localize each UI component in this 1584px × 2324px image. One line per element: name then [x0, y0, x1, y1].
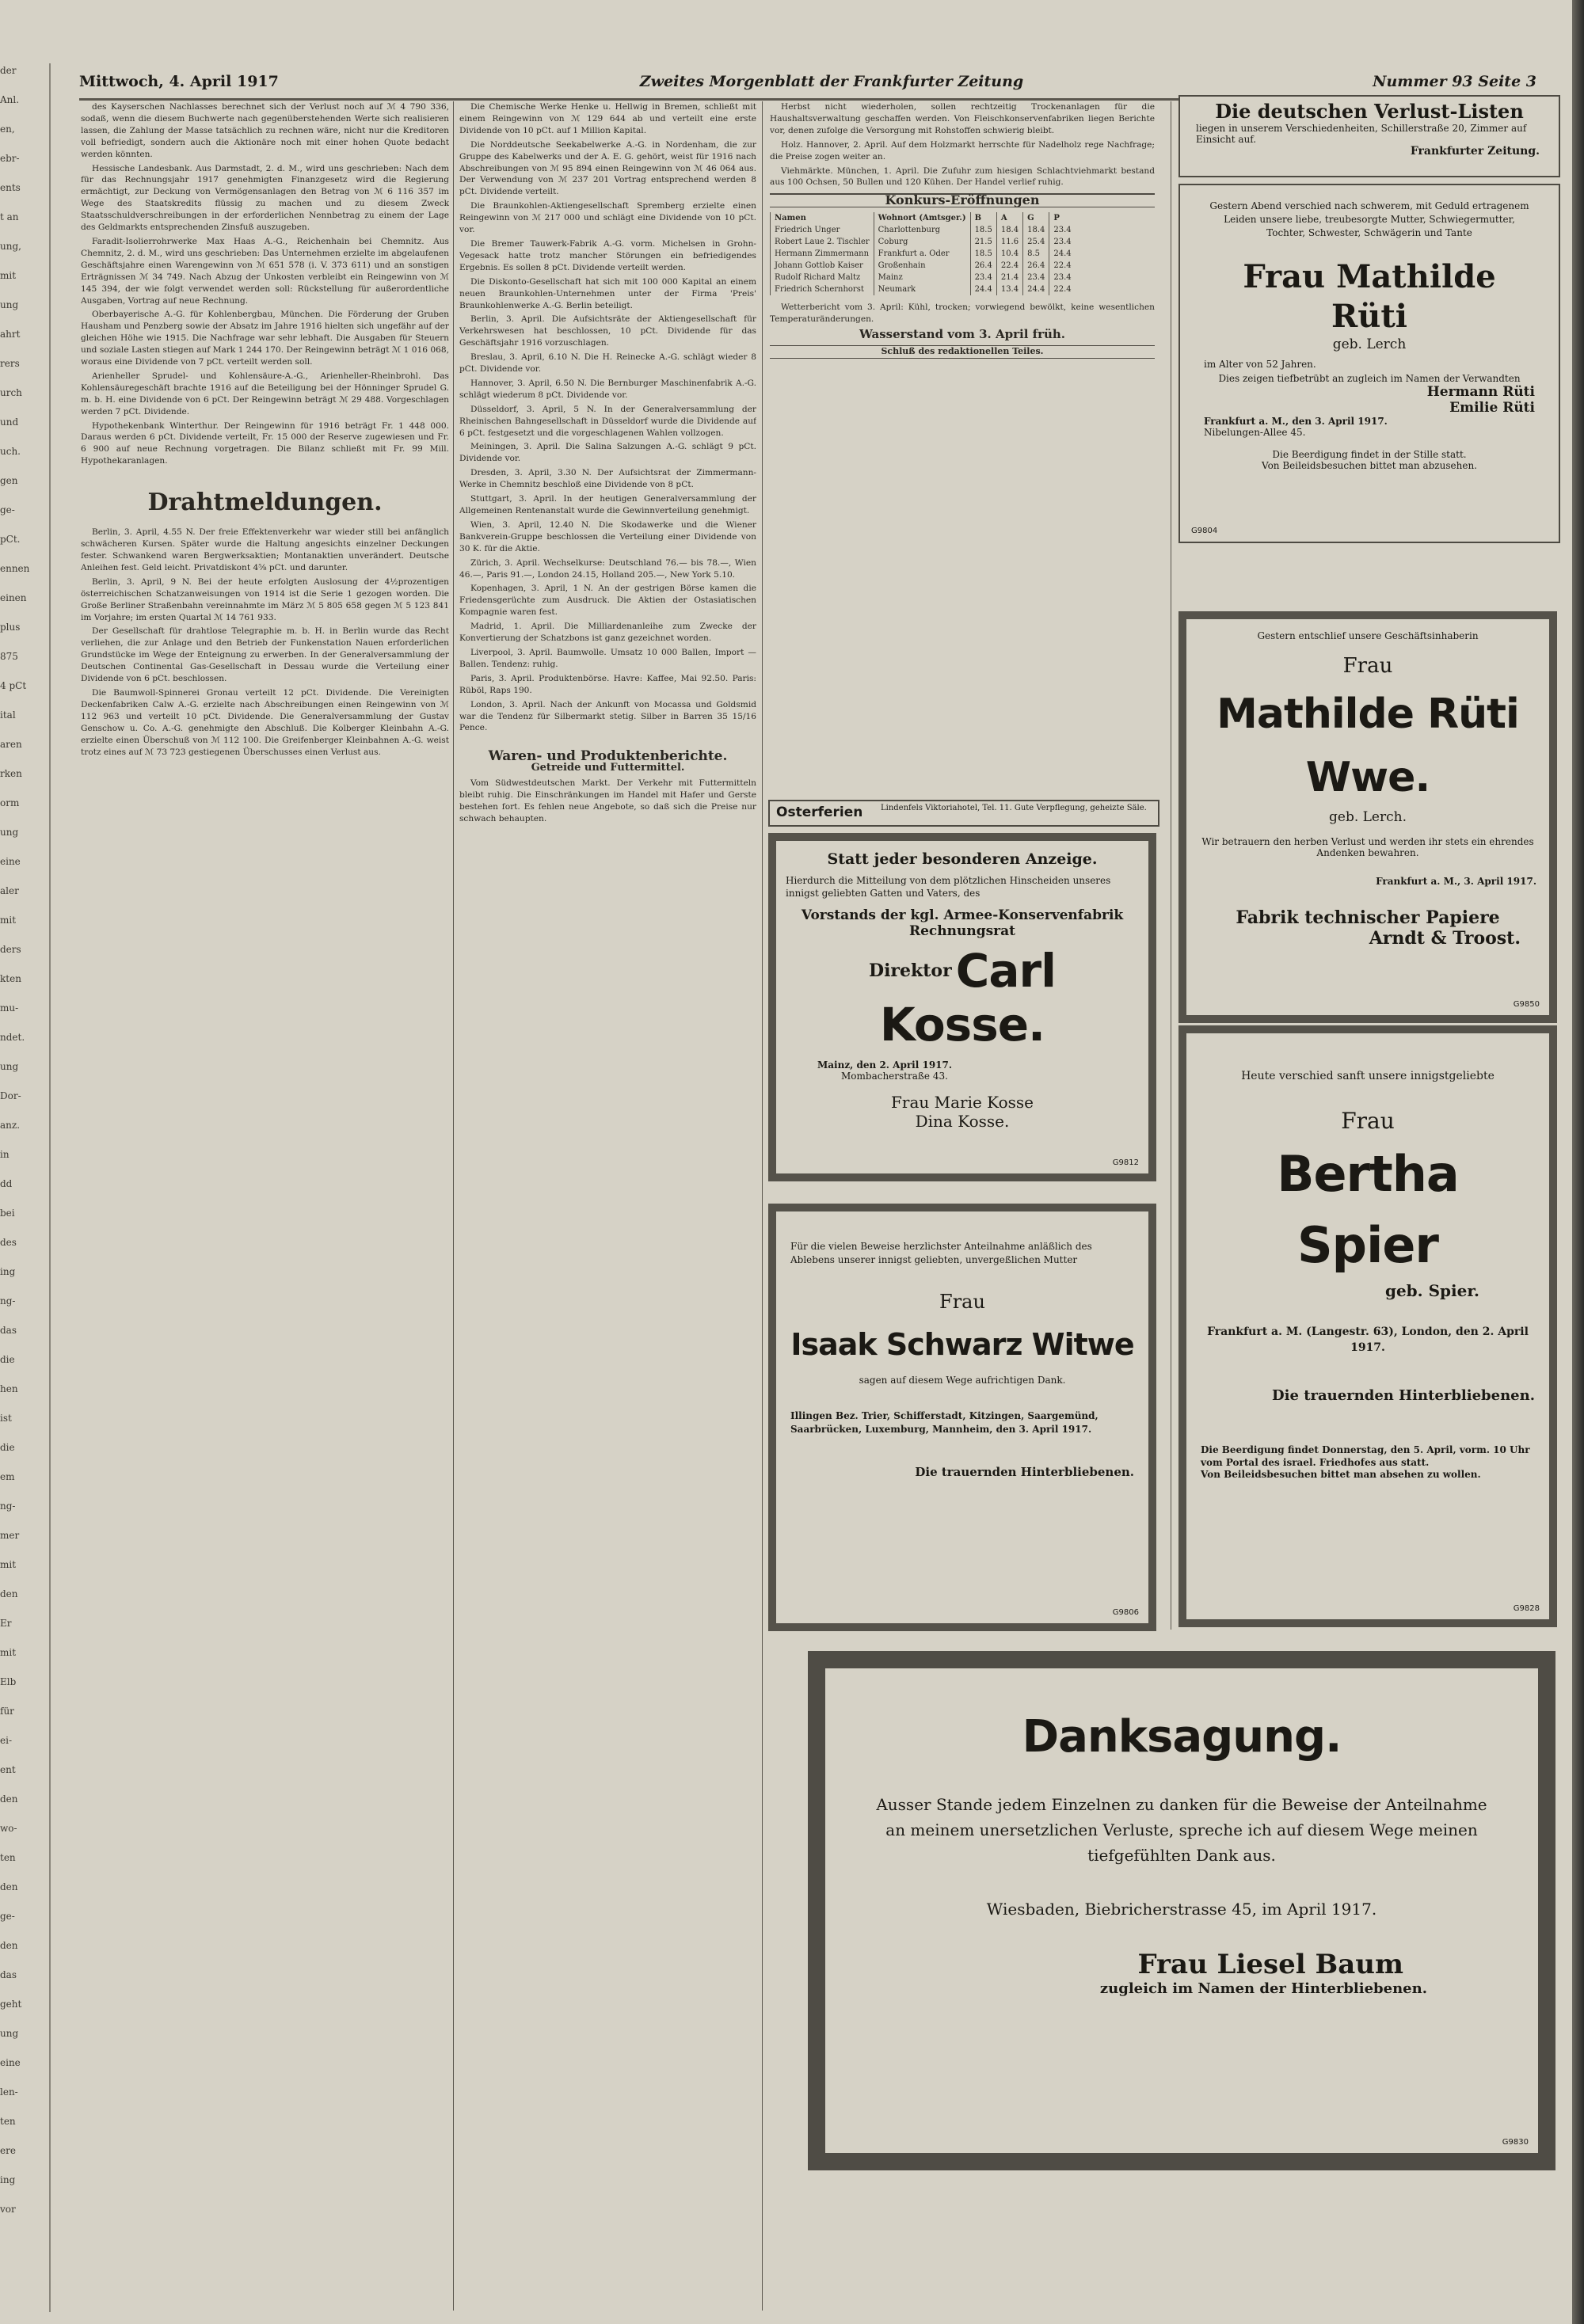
strip-fragment: ung [0, 1061, 19, 1072]
table-cell: Charlottenburg [874, 224, 970, 236]
header-number: Nummer 93 Seite 3 [1373, 73, 1536, 90]
table-cell: A [996, 212, 1022, 224]
article-paragraph: Berlin, 3. April, 9 N. Bei der heute erfolgten Auslosung der 4½prozentigen österreichischen Schatzanweisungen von 1914 ist die Serie 1 gezogen worden. Die Große Berliner Straßenbahn vereinnahmte im März ℳ 5 805 658 gegen ℳ 5 123 841 im Vorjahre; im ersten Quartal ℳ 14 761 933. [81, 576, 449, 622]
table-cell: 23.4 [1049, 272, 1076, 283]
article-paragraph: Der Gesellschaft für drahtlose Telegraphie m. b. H. in Berlin wurde das Recht verliehen, die zur Anlage und den Betrieb der Funkenstation Nauen erforderlichen Grundstücke im Wege der Enteignung zu erwerben. In der Generalversammlung der Deutschen Continental Gas-Gesellschaft in Dessau wurde die Verteilung einer Dividende von 6 pCt. beschlossen. [81, 626, 449, 684]
danksagung-name: Frau Liesel Baum [1137, 1949, 1403, 1980]
table-cell: P [1049, 212, 1076, 224]
strip-fragment: geht [0, 1999, 22, 2010]
table-cell: 8.5 [1023, 248, 1049, 260]
article-paragraph: Oberbayerische A.-G. für Kohlenbergbau, München. Die Förderung der Gruben Hausham und Penzberg sowie der Absatz im Jahre 1916 hielten sich ungefähr auf der gleichen Höhe wie 1915. Die Nachfrage war sehr lebhaft. Die Ausgaben für Steuern und soziale Lasten stiegen auf Mark 1 244 170. Der Reingewinn beträgt ℳ 1 016 068, woraus eine Dividende von 7 pCt. verteilt werden soll. [81, 310, 449, 367]
strip-fragment: Er [0, 1618, 12, 1629]
table-cell: Großenhain [874, 260, 970, 272]
table-row [771, 283, 1076, 295]
notice-office: Vorstands der kgl. Armee-Konservenfabrik [801, 907, 1124, 923]
strip-fragment: uch. [0, 446, 21, 457]
table-cell: Neumark [874, 283, 970, 295]
article-paragraph: Berlin, 3. April. Die Aufsichtsräte der Aktiengesellschaft für Verkehrswesen hat beschlossen, 10 pCt. Dividende für das Geschäftsjahr 1916 vorzuschlagen. [459, 314, 756, 348]
table-cell: 18.4 [996, 224, 1022, 236]
notice-mourners: Die trauernden Hinterbliebenen. [915, 1465, 1134, 1479]
table-cell: 25.4 [1023, 236, 1049, 248]
notice-thanks: sagen auf diesem Wege aufrichtigen Dank. [859, 1375, 1066, 1386]
table-cell: Rudolf Richard Maltz [771, 272, 874, 283]
strip-fragment: ents [0, 182, 21, 193]
deceased-name: Carl Kosse. [879, 944, 1056, 1052]
strip-fragment: bei [0, 1208, 15, 1219]
article-paragraph: Breslau, 3. April, 6.10 N. Die H. Reinecke A.-G. schlägt wieder 8 pCt. Dividende vor. [459, 352, 756, 375]
notice-geb: geb. Spier. [1384, 1281, 1479, 1300]
notice-intro: Hierdurch die Mitteilung von dem plötzlichen Hinscheiden unseres innigst geliebten Gatten und Vaters, des [786, 875, 1111, 899]
notice-intro: Heute verschied sanft unsere innigstgeliebte [1241, 1070, 1495, 1082]
notice-geb: geb. Lerch [1332, 337, 1407, 352]
death-notice-kosse [768, 833, 1156, 1181]
article-paragraph: Meiningen, 3. April. Die Salina Salzungen A.-G. schlägt 9 pCt. Dividende vor. [459, 442, 756, 464]
notice-title: Statt jeder besonderen Anzeige. [827, 850, 1098, 868]
death-notice-ruti-wwe [1178, 611, 1557, 1023]
article-paragraph: Zürich, 3. April. Wechselkurse: Deutschland 76.— bis 78.—, Wien 46.—, Paris 91.—, London 24.15, Holland 205.—, New York 5.10. [459, 557, 756, 580]
strip-fragment: Anl. [0, 94, 20, 105]
table-cell: 23.4 [1049, 236, 1076, 248]
article-paragraph: Hannover, 3. April, 6.50 N. Die Bernburger Maschinenfabrik A.-G. schlägt wiederum 8 pCt. Dividende vor. [459, 378, 756, 400]
strip-fragment: das [0, 1969, 17, 1980]
strip-fragment: mit [0, 915, 17, 926]
strip-fragment: mit [0, 1647, 17, 1658]
section-heading-waren: Waren- und Produktenberichte. [488, 748, 728, 765]
strip-fragment: einen [0, 592, 27, 603]
strip-fragment: t an [0, 211, 19, 223]
article-paragraph: Die Chemische Werke Henke u. Hellwig in Bremen, schließt mit einem Reingewinn von ℳ 129 644 ab und verteilt eine erste Dividende von 10 pCt. auf 1 Million Kapital. [459, 102, 756, 135]
table-cell: Robert Laue 2. Tischler [771, 236, 874, 248]
notice-place: Mainz, den 2. April 1917. [817, 1059, 953, 1071]
article-paragraph: Herbst nicht wiederholen, sollen rechtzeitig Trockenanlagen für die Haushaltsverwaltung geschaffen werden. Von Fleischkonservenfabriken liegen Berichte vor, denen zufolge die Versorgung mit Rohstoffen schwierig bleibt. [770, 102, 1155, 135]
table-cell: 10.4 [996, 248, 1022, 260]
danksagung-place: Wiesbaden, Biebricherstrasse 45, im April 1917. [986, 1900, 1377, 1919]
table-cell: 26.4 [970, 260, 996, 272]
article-paragraph: Liverpool, 3. April. Baumwolle. Umsatz 10 000 Ballen, Import — Ballen. Tendenz: ruhig. [459, 647, 756, 669]
strip-fragment: em [0, 1471, 15, 1482]
table-cell: 24.4 [1023, 283, 1049, 295]
verlust-title: Die deutschen Verlust-Listen [1215, 100, 1524, 123]
notice-place: Frankfurt a. M. (Langestr. 63), London, den 2. April 1917. [1207, 1326, 1529, 1354]
notice-mourners-intro: Dies zeigen tiefbetrübt an zugleich im Namen der Verwandten [1218, 373, 1521, 384]
column-divider [453, 101, 454, 2311]
table-cell: 22.4 [1049, 283, 1076, 295]
deceased-name: Mathilde Rüti [1331, 258, 1496, 335]
table-cell: 11.6 [996, 236, 1022, 248]
strip-fragment: die [0, 1354, 15, 1365]
verlust-source: Frankfurter Zeitung. [1410, 145, 1540, 158]
strip-fragment: das [0, 1325, 17, 1336]
article-paragraph: Die Bremer Tauwerk-Fabrik A.-G. vorm. Michelsen in Grohn-Vegesack hatte trotz mancher Störungen ein befriedigendes Ergebnis. Es sollen 8 pCt. Dividende verteilt werden. [459, 238, 756, 272]
article-paragraph: Dresden, 3. April, 3.30 N. Der Aufsichtsrat der Zimmermann-Werke in Chemnitz beschloß eine Dividende von 8 pCt. [459, 468, 756, 490]
strip-fragment: ing [0, 1266, 16, 1277]
strip-fragment: aler [0, 885, 19, 896]
strip-fragment: ge- [0, 504, 15, 515]
strip-fragment: urch [0, 387, 22, 398]
notice-place: Frankfurt a. M., 3. April 1917. [1376, 876, 1536, 887]
table-cell: 23.4 [1023, 272, 1049, 283]
notice-intro: Für die vielen Beweise herzlichster Anteilnahme anläßlich des Ablebens unserer innigst geliebten, unvergeßlichen Mutter [790, 1241, 1092, 1265]
table-row [771, 260, 1076, 272]
strip-fragment: Elb [0, 1676, 17, 1687]
strip-fragment: 875 [0, 651, 18, 662]
strip-fragment: rers [0, 358, 20, 369]
article-paragraph: des Kayserschen Nachlasses berechnet sich der Verlust noch auf ℳ 4 790 336, sodaß, wenn die diesem Buchwerte nach gegenüberstehenden Werte sich realisieren lassen, die Zahlung der Masse tatsächlich zu rechnen wäre, nicht nur die Kreditoren voll befriedigt, sondern auch die Aktionäre noch mit einer hohen Quote bedacht werden könnten. [81, 102, 449, 159]
strip-fragment: des [0, 1237, 17, 1248]
mourner-name: Emilie Rüti [1449, 400, 1535, 416]
table-cell: 23.4 [970, 272, 996, 283]
strip-fragment: anz. [0, 1120, 21, 1131]
strip-fragment: hen [0, 1383, 18, 1394]
column-1 [81, 101, 449, 2303]
article-paragraph: Arienheller Sprudel- und Kohlensäure-A.-G., Arienheller-Rheinbrohl. Das Kohlensäuregeschäft brachte 1916 auf die Beteiligung bei der Hönninger Sprudel G. m. b. H. eine Dividende von 6 pCt. Der Reingewinn beträgt ℳ 29 488. Vorgeschlagen werden 7 pCt. Dividende. [81, 371, 449, 416]
strip-fragment: den [0, 1588, 18, 1599]
deceased-name: Mathilde Rüti Wwe. [1217, 690, 1519, 801]
ad-reference: G9806 [1112, 1608, 1139, 1617]
table-cell: 13.4 [996, 283, 1022, 295]
notice-street: Mombacherstraße 43. [841, 1071, 948, 1082]
strip-fragment: ge- [0, 1911, 15, 1922]
article-paragraph: Madrid, 1. April. Die Milliardenanleihe zum Zwecke der Konvertierung der Schatzbons ist ganz gezeichnet worden. [459, 622, 756, 644]
strip-fragment: 4 pCt [0, 680, 27, 691]
strip-fragment: mit [0, 270, 17, 281]
article-paragraph: Die Baumwoll-Spinnerei Gronau verteilt 12 pCt. Dividende. Die Vereinigten Deckenfabriken Calw A.-G. erzielte nach Abschreibungen einen Reingewinn von ℳ 112 963 und verteilt 10 pCt. Dividende. Die Generalversammlung der Gustav Genschow u. Co. A.-G. genehmigte den Abschluß. Die Kolberger Kleinbahn A.-G. erzielte einen Überschuß von ℳ 112 100. Die Greifenberger Kleinbahnen A.-G. weist trotz eines auf ℳ 73 723 gestiegenen Überschusses einen Verlust aus. [81, 687, 449, 757]
verlust-listen-ad [1178, 95, 1560, 177]
strip-fragment: pCt. [0, 534, 21, 545]
notice-text: Wir betrauern den herben Verlust und werden ihr stets ein ehrendes Andenken bewahren. [1201, 836, 1534, 858]
ad-reference: G9804 [1191, 527, 1218, 535]
strip-fragment: ung, [0, 241, 21, 252]
strip-fragment: ebr- [0, 153, 20, 164]
notice-place: Frankfurt a. M., den 3. April 1917. [1204, 416, 1388, 427]
death-notice-spier [1178, 1025, 1557, 1627]
strip-fragment: gen [0, 475, 18, 486]
table-row [771, 248, 1076, 260]
mourner-name: Dina Kosse. [915, 1112, 1010, 1131]
strip-fragment: ng- [0, 1295, 16, 1307]
strip-fragment: ng- [0, 1501, 16, 1512]
osterferien-text: Lindenfels Viktoriahotel, Tel. 11. Gute Verpflegung, geheizte Säle. [881, 804, 1147, 812]
article-paragraph: Faradit-Isolierrohrwerke Max Haas A.-G., Reichenhain bei Chemnitz. Aus Chemnitz, 2. d. M., wird uns geschrieben: Das Unternehmen erzielte im abgelaufenen Geschäftsjahre einen Warengewinn von ℳ 651 578 (i. V. 373 611) und an sonstigen Erträgnissen ℳ 34 749. Nach Abzug der Unkosten verbleibt ein Reingewinn von ℳ 145 394, der wie folgt verwendet werden soll: Rückstellung für außerordentliche Ausgaben, Vortrag auf neue Rechnung. [81, 236, 449, 306]
article-paragraph: Hypothekenbank Winterthur. Der Reingewinn für 1916 beträgt Fr. 1 448 000. Daraus werden 6 pCt. Dividende verteilt, Fr. 15 000 der Reserve zugewiesen und Fr. 6 900 auf neue Rechnung vorgetragen. Die Bilanz schließt mit Fr. 99 Mill. Hypothekaranlagen. [81, 420, 449, 466]
strip-fragment: ten [0, 1852, 16, 1863]
table-cell: Wohnort (Amtsger.) [874, 212, 970, 224]
strip-fragment: den [0, 1940, 18, 1951]
deceased-name: Bertha Spier [1277, 1145, 1459, 1274]
table-cell: 21.5 [970, 236, 996, 248]
section-subheading: Getreide und Futtermittel. [531, 762, 685, 774]
table-cell: 18.5 [970, 224, 996, 236]
table-cell: Coburg [874, 236, 970, 248]
danksagung-sub: zugleich im Namen der Hinterbliebenen. [1099, 1980, 1427, 1997]
table-cell: Johann Gottlob Kaiser [771, 260, 874, 272]
danksagung-text: Ausser Stande jedem Einzelnen zu danken für die Beweise der Anteilnahme an meinem unersetzlichen Verluste, spreche ich auf diesem Wege meinen tiefgefühlten Dank aus. [876, 1795, 1487, 1865]
article-paragraph: Holz. Hannover, 2. April. Auf dem Holzmarkt herrschte für Nadelholz rege Nachfrage; die Preise zogen weiter an. [770, 139, 1155, 162]
wasserstand-heading: Wasserstand vom 3. April früh. [859, 327, 1066, 342]
strip-fragment: ital [0, 709, 16, 721]
strip-fragment: ndet. [0, 1032, 25, 1043]
strip-fragment: len- [0, 2086, 18, 2098]
table-row [771, 224, 1076, 236]
article-paragraph: Kopenhagen, 3. April, 1 N. An der gestrigen Börse kamen die Friedensgerüchte zum Ausdruck. Die Aktien der Ostasiatischen Kompagnie waren fest. [459, 584, 756, 618]
article-paragraph: Wien, 3. April, 12.40 N. Die Skodawerke und die Wiener Bankverein-Gruppe beschlossen die Verteilung einer Dividende von 30 K. für die Aktie. [459, 519, 756, 553]
notice-street: Nibelungen-Allee 45. [1204, 427, 1306, 438]
table-cell: Hermann Zimmermann [771, 248, 874, 260]
table-cell: 24.4 [1049, 248, 1076, 260]
article-paragraph: Berlin, 3. April, 4.55 N. Der freie Effektenverkehr war wieder still bei anfänglich schwächeren Kursen. Später wurde die Haltung angesichts einzelner Deckungen fester. Schwankend waren Bergwerksaktien; Montanaktien unverändert. Deutsche Anleihen fest. Geld leicht. Privatdiskont 4⅝ pCt. und darunter. [81, 527, 449, 572]
danksagung-title: Danksagung. [1022, 1711, 1342, 1763]
strip-fragment: in [0, 1149, 10, 1160]
notice-condolence: Von Beileidsbesuchen bittet man abzusehen. [1262, 460, 1477, 471]
article-paragraph: Die Braunkohlen-Aktiengesellschaft Spremberg erzielte einen Reingewinn von ℳ 217 000 und schlägt eine Dividende von 10 pCt. vor. [459, 201, 756, 235]
notice-condolence: Von Beileidsbesuchen bittet man absehen zu wollen. [1201, 1469, 1481, 1480]
header-date: Mittwoch, 4. April 1917 [79, 73, 279, 90]
column-3 [770, 101, 1155, 798]
adjacent-page-strip [0, 63, 51, 2312]
strip-fragment: plus [0, 622, 21, 633]
column-2 [459, 101, 756, 2307]
table-cell: 26.4 [1023, 260, 1049, 272]
danksagung-notice [808, 1651, 1555, 2170]
strip-fragment: den [0, 1793, 18, 1805]
article-paragraph: Vom Südwestdeutschen Markt. Der Verkehr mit Futtermitteln bleibt ruhig. Die Einschränkungen im Handel mit Hafer und Gerste bestehen fort. Es fehlen neue Angebote, so daß sich die Preise nur schwach behaupten. [459, 778, 756, 823]
notice-prefix: Direktor [869, 960, 952, 981]
table-cell: 22.4 [1049, 260, 1076, 272]
table-cell: Friedrich Schernhorst [771, 283, 874, 295]
strip-fragment: mu- [0, 1002, 19, 1014]
konkurs-heading: Konkurs-Eröffnungen [770, 193, 1155, 207]
table-cell: 18.5 [970, 248, 996, 260]
osterferien-title: Osterferien [776, 804, 863, 820]
article-paragraph: Düsseldorf, 3. April, 5 N. In der Generalversammlung der Rheinischen Bahngesellschaft in Düsseldorf wurde die Dividende auf 6 pCt. festgesetzt und die vorgeschlagenen Wahlen vollzogen. [459, 404, 756, 438]
strip-fragment: ung [0, 299, 19, 310]
notice-mourners: Die trauernden Hinterbliebenen. [1272, 1387, 1535, 1404]
notice-frau: Frau [939, 1291, 985, 1313]
strip-fragment: orm [0, 797, 20, 808]
table-cell: Frankfurt a. Oder [874, 248, 970, 260]
notice-frau: Frau [1342, 654, 1393, 678]
table-cell: Mainz [874, 272, 970, 283]
strip-fragment: und [0, 416, 19, 428]
strip-fragment: vor [0, 2204, 16, 2215]
strip-fragment: ei- [0, 1735, 12, 1746]
notice-frau: Frau [1341, 1108, 1395, 1134]
mourner-name: Frau Marie Kosse [891, 1093, 1034, 1112]
notice-places: Illingen Bez. Trier, Schifferstadt, Kitzingen, Saargemünd, Saarbrücken, Luxemburg, Mannheim, den 3. April 1917. [790, 1410, 1099, 1435]
table-cell: G [1023, 212, 1049, 224]
article-paragraph: Stuttgart, 3. April. In der heutigen Generalversammlung der Allgemeinen Rentenanstalt wurde die Gewinnverteilung genehmigt. [459, 494, 756, 515]
table-cell: B [970, 212, 996, 224]
table-cell: 18.4 [1023, 224, 1049, 236]
ad-reference: G9812 [1112, 1158, 1139, 1167]
page-edge-shadow [1572, 0, 1584, 2324]
strip-fragment: ist [0, 1413, 12, 1424]
strip-fragment: eine [0, 2057, 21, 2068]
strip-fragment: ennen [0, 563, 30, 574]
article-paragraph: Die Norddeutsche Seekabelwerke A.-G. in Nordenham, die zur Gruppe des Kabelwerks und der A. E. G. gehört, weist für 1916 nach Abschreibungen von ℳ 95 894 einen Reingewinn von ℳ 46 064 aus. Der Verwendung von ℳ 237 201 Vortrag entsprechend werden 8 pCt. Dividende verteilt. [459, 139, 756, 197]
table-cell: 21.4 [996, 272, 1022, 283]
strip-fragment: ders [0, 944, 21, 955]
editorial-end: Schluß des redaktionellen Teiles. [770, 345, 1155, 359]
strip-fragment: ung [0, 2028, 19, 2039]
notice-frau: Frau [1243, 258, 1326, 295]
strip-fragment: Dor- [0, 1090, 21, 1101]
mourner-name: Hermann Rüti [1426, 384, 1535, 400]
column-divider [762, 101, 763, 2311]
header-title: Zweites Morgenblatt der Frankfurter Zeitung [639, 73, 1024, 90]
ad-reference: G9850 [1513, 1000, 1540, 1009]
table-cell: 22.4 [996, 260, 1022, 272]
article-paragraph: Die Diskonto-Gesellschaft hat sich mit 100 000 Kapital an einem neuen Braunkohlen-Unternehmen unter der Firma 'Preis' Braunkohlenwerke A.-G. Berlin beteiligt. [459, 276, 756, 310]
article-paragraph: London, 3. April. Nach der Ankunft von Mocassa und Goldsmid war die Tendenz für Silbermarkt stetig. Silber in Barren 35 15/16 Pence. [459, 699, 756, 733]
table-cell: 23.4 [1049, 224, 1076, 236]
strip-fragment: der [0, 65, 17, 76]
firm-name: Fabrik technischer Papiere [1236, 907, 1500, 928]
osterferien-ad [768, 800, 1159, 827]
strip-fragment: die [0, 1442, 15, 1453]
section-heading-drahtmeldungen: Drahtmeldungen. [147, 489, 383, 517]
strip-fragment: eine [0, 856, 21, 867]
table-row [771, 236, 1076, 248]
strip-fragment: ung [0, 827, 19, 838]
ad-reference: G9830 [1502, 2138, 1529, 2147]
table-row [771, 272, 1076, 283]
verlust-text: liegen in unserem Verschiedenheiten, Schillerstraße 20, Zimmer auf Einsicht auf. [1196, 123, 1527, 145]
strip-fragment: dd [0, 1178, 13, 1189]
strip-fragment: rken [0, 768, 22, 779]
weather-report: Wetterbericht vom 3. April: Kühl, trocken; vorwiegend bewölkt, keine wesentlichen Temperaturänderungen. [770, 302, 1155, 325]
death-notice-ruti [1178, 184, 1560, 543]
death-notice-schwarz [768, 1204, 1156, 1631]
notice-age: im Alter von 52 Jahren. [1204, 359, 1316, 370]
table-cell: Namen [771, 212, 874, 224]
strip-fragment: ing [0, 2174, 16, 2185]
konkurs-table [770, 212, 1076, 295]
strip-fragment: für [0, 1706, 14, 1717]
table-cell: 24.4 [970, 283, 996, 295]
strip-fragment: en, [0, 124, 15, 135]
strip-fragment: den [0, 1881, 18, 1892]
notice-burial: Die Beerdigung findet in der Stille statt. [1272, 449, 1467, 460]
notice-burial: Die Beerdigung findet Donnerstag, den 5. April, vorm. 10 Uhr vom Portal des israel. Friedhofes aus statt. [1201, 1444, 1530, 1468]
strip-fragment: ere [0, 2145, 16, 2156]
strip-fragment: ent [0, 1764, 16, 1775]
ad-reference: G9828 [1513, 1604, 1540, 1613]
strip-fragment: ahrt [0, 329, 21, 340]
strip-fragment: kten [0, 973, 21, 984]
strip-fragment: wo- [0, 1823, 17, 1834]
article-paragraph: Hessische Landesbank. Aus Darmstadt, 2. d. M., wird uns geschrieben: Nach dem für das Rechnungsjahr 1917 genehmigten Finanzgesetz wird die Regierung ermächtigt, zur Deckung von Vermögensanlagen den Betrag von ℳ 6 116 357 im Wege des Staatskredits flüssig zu machen und zu diesem Zweck Staatsschuldverschreibungen in der erforderlichen Nennbetrag zu einem der Lage des Geldmarkts entsprechenden Zinsfuß auszugeben. [81, 163, 449, 233]
notice-intro: Gestern entschlief unsere Geschäftsinhaberin [1257, 630, 1479, 641]
table-header-row [771, 212, 1076, 224]
article-paragraph: Viehmärkte. München, 1. April. Die Zufuhr zum hiesigen Schlachtviehmarkt bestand aus 100 Ochsen, 50 Bullen und 120 Kühen. Der Handel verlief ruhig. [770, 165, 1155, 188]
strip-fragment: aren [0, 739, 22, 750]
deceased-name: Isaak Schwarz Witwe [790, 1327, 1134, 1362]
strip-fragment: ten [0, 2116, 16, 2127]
notice-rank: Rechnungsrat [908, 923, 1016, 939]
article-paragraph: Paris, 3. April. Produktenbörse. Havre: Kaffee, Mai 92.50. Paris: Rüböl, Raps 190. [459, 673, 756, 695]
strip-fragment: mer [0, 1530, 20, 1541]
notice-intro: Gestern Abend verschied nach schwerem, mit Geduld ertragenem Leiden unsere liebe, treubesorgte Mutter, Schwiegermutter, Tochter, Schwester, Schwägerin und Tante [1209, 200, 1529, 238]
strip-fragment: mit [0, 1559, 17, 1570]
firm-name: Arndt & Troost. [1369, 928, 1521, 949]
notice-geb: geb. Lerch. [1329, 809, 1407, 825]
table-cell: Friedrich Unger [771, 224, 874, 236]
